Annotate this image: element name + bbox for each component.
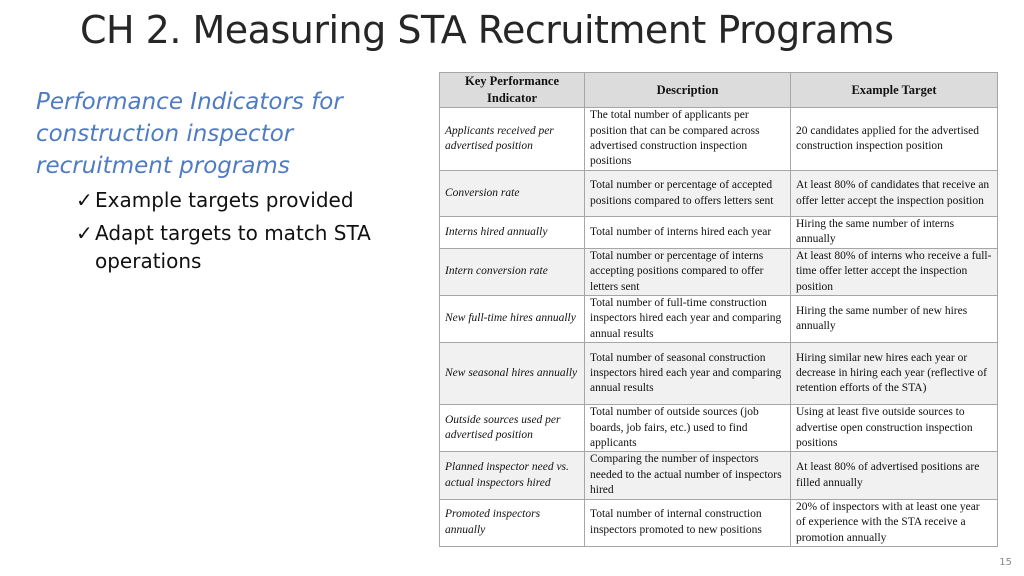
column-header-indicator: Key Performance Indicator (440, 73, 585, 108)
description-cell: The total number of applicants per position that can be compared across advertised construction inspection positions (585, 108, 791, 171)
bullet-text: Example targets provided (95, 188, 354, 212)
table-row (440, 217, 998, 249)
description-cell: Total number of internal construction inspectors promoted to new positions (585, 499, 791, 546)
table-row (440, 499, 998, 546)
target-cell: 20% of inspectors with at least one year of experience with the STA receive a promotion annually (791, 499, 998, 546)
description-cell: Total number or percentage of accepted positions compared to offers letters sent (585, 171, 791, 217)
bullet-item (76, 219, 426, 275)
target-cell: Using at least five outside sources to advertise open construction inspection positions (791, 405, 998, 452)
left-panel (36, 86, 426, 280)
table-row (440, 108, 998, 171)
table-row (440, 248, 998, 295)
description-cell: Total number or percentage of interns accepting positions compared to offer letters sent (585, 248, 791, 295)
column-header-target: Example Target (791, 73, 998, 108)
indicator-cell: New full-time hires annually (440, 296, 585, 343)
target-cell: At least 80% of candidates that receive an offer letter accept the inspection position (791, 171, 998, 217)
checkmark-icon: ✓ (76, 221, 93, 245)
target-cell: Hiring the same number of interns annually (791, 217, 998, 249)
table-header-row (440, 73, 998, 108)
page-number: 15 (999, 557, 1012, 568)
slide-title: CH 2. Measuring STA Recruitment Programs (80, 8, 894, 52)
indicator-cell: New seasonal hires annually (440, 343, 585, 405)
indicator-cell: Applicants received per advertised position (440, 108, 585, 171)
target-cell: Hiring the same number of new hires annually (791, 296, 998, 343)
bullet-text: Adapt targets to match STA operations (95, 221, 371, 273)
table-row (440, 452, 998, 499)
description-cell: Total number of seasonal construction inspectors hired each year and comparing annual results (585, 343, 791, 405)
indicator-cell: Conversion rate (440, 171, 585, 217)
bullet-item (76, 186, 426, 214)
target-cell: 20 candidates applied for the advertised construction inspection position (791, 108, 998, 171)
description-cell: Total number of outside sources (job boards, job fairs, etc.) used to find applicants (585, 405, 791, 452)
checkmark-icon: ✓ (76, 188, 93, 212)
column-header-description: Description (585, 73, 791, 108)
table-row (440, 343, 998, 405)
table-row (440, 296, 998, 343)
indicator-cell: Promoted inspectors annually (440, 499, 585, 546)
description-cell: Comparing the number of inspectors needed to the actual number of inspectors hired (585, 452, 791, 499)
target-cell: At least 80% of interns who receive a full-time offer letter accept the inspection position (791, 248, 998, 295)
table-row (440, 405, 998, 452)
bullet-list (36, 186, 426, 275)
target-cell: At least 80% of advertised positions are filled annually (791, 452, 998, 499)
indicator-cell: Planned inspector need vs. actual inspectors hired (440, 452, 585, 499)
target-cell: Hiring similar new hires each year or decrease in hiring each year (reflective of retention efforts of the STA) (791, 343, 998, 405)
kpi-table (439, 72, 998, 547)
table-row (440, 171, 998, 217)
subheading: Performance Indicators for construction inspector recruitment programs (36, 89, 343, 179)
indicator-cell: Outside sources used per advertised position (440, 405, 585, 452)
indicator-cell: Intern conversion rate (440, 248, 585, 295)
description-cell: Total number of interns hired each year (585, 217, 791, 249)
description-cell: Total number of full-time construction inspectors hired each year and comparing annual results (585, 296, 791, 343)
indicator-cell: Interns hired annually (440, 217, 585, 249)
